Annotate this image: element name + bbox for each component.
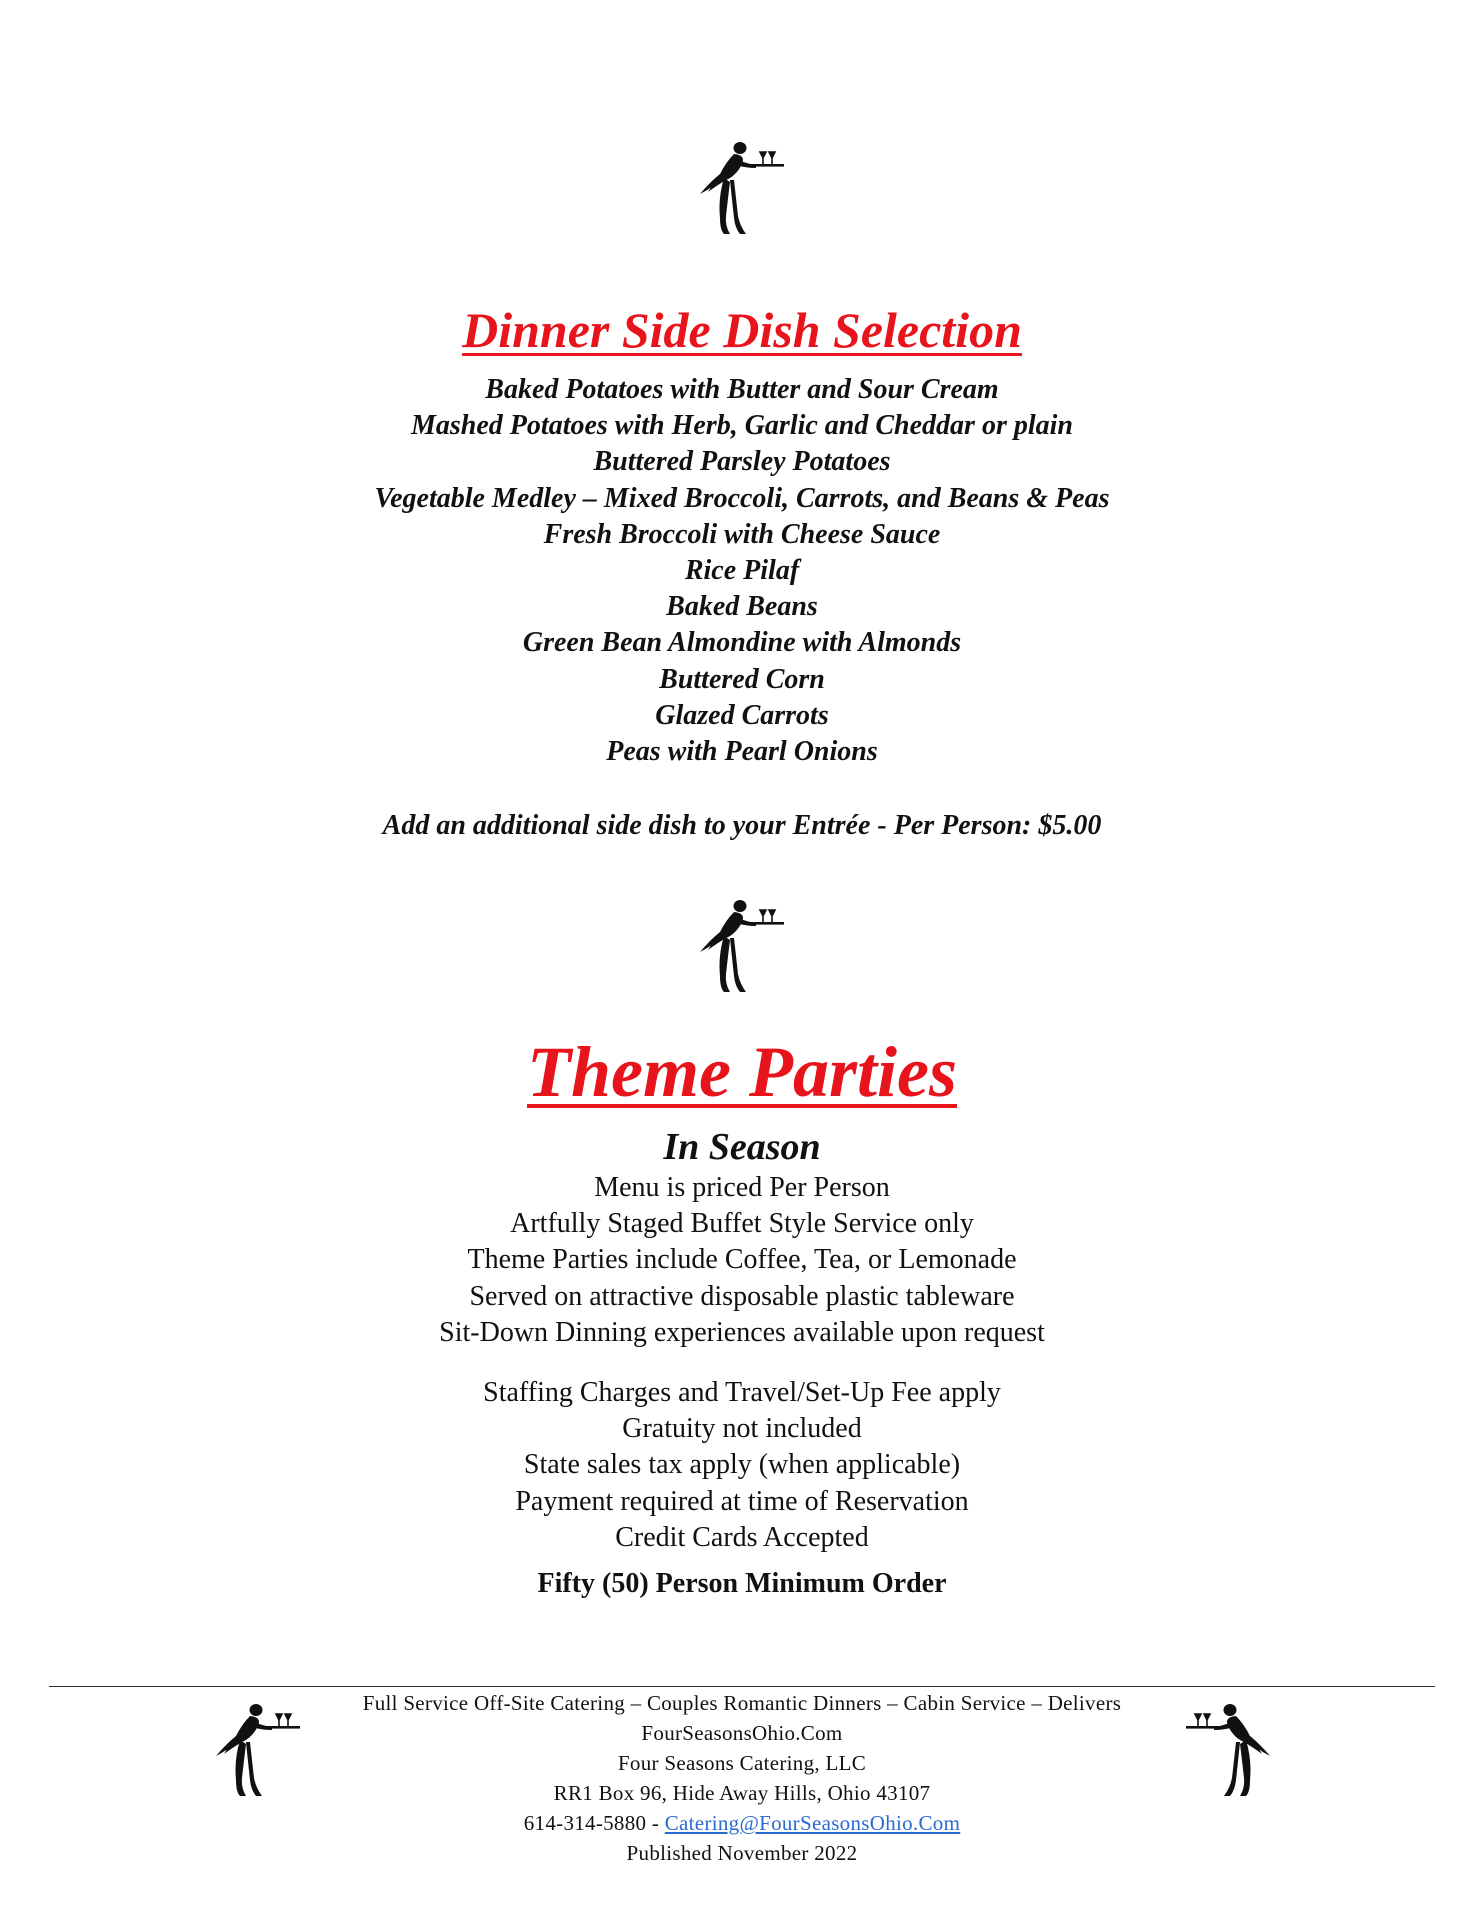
theme-party-terms-list bbox=[0, 1375, 1484, 1556]
footer-company: Four Seasons Catering, LLC bbox=[617, 1751, 867, 1775]
side-dish-list bbox=[0, 372, 1484, 770]
footer-contact bbox=[0, 1808, 1484, 1838]
list-item: Sit-Down Dinning experiences available upon request bbox=[439, 1316, 1045, 1348]
list-item: Vegetable Medley – Mixed Broccoli, Carrots, and Beans & Peas bbox=[374, 482, 1110, 514]
list-item: State sales tax apply (when applicable) bbox=[523, 1449, 961, 1481]
list-item: Peas with Pearl Onions bbox=[606, 736, 878, 768]
list-item: Payment required at time of Reservation bbox=[515, 1485, 969, 1517]
waiter-with-tray-icon bbox=[690, 896, 790, 996]
footer-website: FourSeasonsOhio.Com bbox=[641, 1721, 843, 1745]
list-item: Menu is priced Per Person bbox=[594, 1172, 890, 1203]
list-item: Artfully Staged Buffet Style Service only bbox=[510, 1208, 974, 1240]
list-item: Green Bean Almondine with Almonds bbox=[522, 627, 962, 659]
footer-divider bbox=[49, 1686, 1435, 1687]
footer-phone: 614-314-5880 bbox=[523, 1811, 647, 1835]
list-item: Baked Beans bbox=[666, 591, 818, 623]
list-item: Buttered Parsley Potatoes bbox=[593, 446, 891, 478]
footer-address: RR1 Box 96, Hide Away Hills, Ohio 43107 bbox=[553, 1781, 931, 1805]
waiter-with-tray-icon bbox=[690, 138, 790, 238]
list-item: Fresh Broccoli with Cheese Sauce bbox=[543, 518, 941, 550]
theme-parties-title: Theme Parties bbox=[527, 1032, 957, 1112]
footer-published-date: Published November 2022 bbox=[626, 1841, 858, 1865]
footer bbox=[0, 1688, 1484, 1868]
additional-side-dish-note: Add an additional side dish to your Entrée - Per Person: $5.00 bbox=[382, 810, 1102, 841]
list-item: Baked Potatoes with Butter and Sour Cream bbox=[485, 374, 999, 405]
side-dish-section-title: Dinner Side Dish Selection bbox=[462, 302, 1022, 358]
footer-services: Full Service Off-Site Catering – Couples Romantic Dinners – Cabin Service – Delivers bbox=[362, 1691, 1122, 1715]
list-item: Credit Cards Accepted bbox=[615, 1521, 869, 1553]
theme-party-details-list bbox=[0, 1170, 1484, 1351]
list-item: Glazed Carrots bbox=[655, 699, 829, 731]
list-item: Buttered Corn bbox=[659, 663, 825, 695]
list-item: Mashed Potatoes with Herb, Garlic and Cheddar or plain bbox=[411, 410, 1073, 442]
minimum-order-notice: Fifty (50) Person Minimum Order bbox=[537, 1568, 947, 1599]
footer-email-link[interactable]: Catering@FourSeasonsOhio.Com bbox=[664, 1811, 961, 1835]
footer-separator: - bbox=[646, 1811, 665, 1835]
list-item: Served on attractive disposable plastic tableware bbox=[469, 1280, 1015, 1312]
list-item: Rice Pilaf bbox=[684, 555, 800, 587]
theme-parties-subtitle: In Season bbox=[663, 1126, 821, 1168]
list-item: Gratuity not included bbox=[622, 1413, 862, 1445]
list-item: Staffing Charges and Travel/Set-Up Fee apply bbox=[483, 1377, 1001, 1408]
list-item: Theme Parties include Coffee, Tea, or Lemonade bbox=[467, 1244, 1017, 1276]
